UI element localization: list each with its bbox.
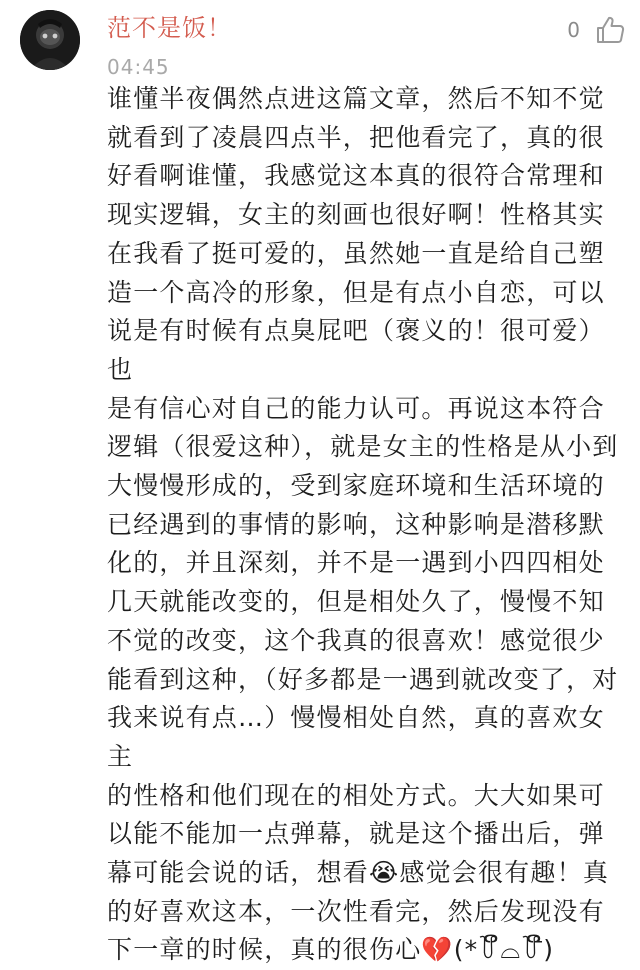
like-control[interactable] [567,12,626,48]
comment-username[interactable]: 范不是饭！ [107,14,232,42]
comment-timestamp: 04:45 [107,55,170,79]
comment-body: 谁懂半夜偶然点进这篇文章，然后不知不觉 就看到了凌晨四点半，把他看完了，真的很 好看啊谁懂，我感觉这本真的很符合常理和 现实逻辑，女主的刻画也很好啊！性格其实 在我看了挺可爱的，虽然她一直是给自己塑 造一个高冷的形象，但是有点小自恋，可以 说是有时候有点臭屁吧（褒义的！很可爱）也 是有信心对自己的能力认可。再说这本符合 逻辑（很爱这种），就是女主的性格是从小到 大慢慢形成的，受到家庭环境和生活环境的 已经遇到的事情的影响，这种影响是潜移默 化的，并且深刻，并不是一遇到小四四相处 几天就能改变的，但是相处久了，慢慢不知 不觉的改变，这个我真的很喜欢！感觉很少 能看到这种，（好多都是一遇到就改变了，对 我来说有点…）慢慢相处自然，真的喜欢女主 的性格和他们现在的相处方式。大大如果可 以能不能加一点弹幕，就是这个播出后，弹 幕可能会说的话，想看😭感觉会很有趣！真 的好喜欢这本，一次性看完，然后发现没有 下一章的时候，真的很伤心💔(*꒦ິ⌓꒦ີ) [107,84,619,965]
user-avatar[interactable] [20,10,80,70]
like-count: 0 [567,18,580,42]
avatar-figure-icon [20,10,80,70]
thumbs-up-icon[interactable] [594,14,626,46]
